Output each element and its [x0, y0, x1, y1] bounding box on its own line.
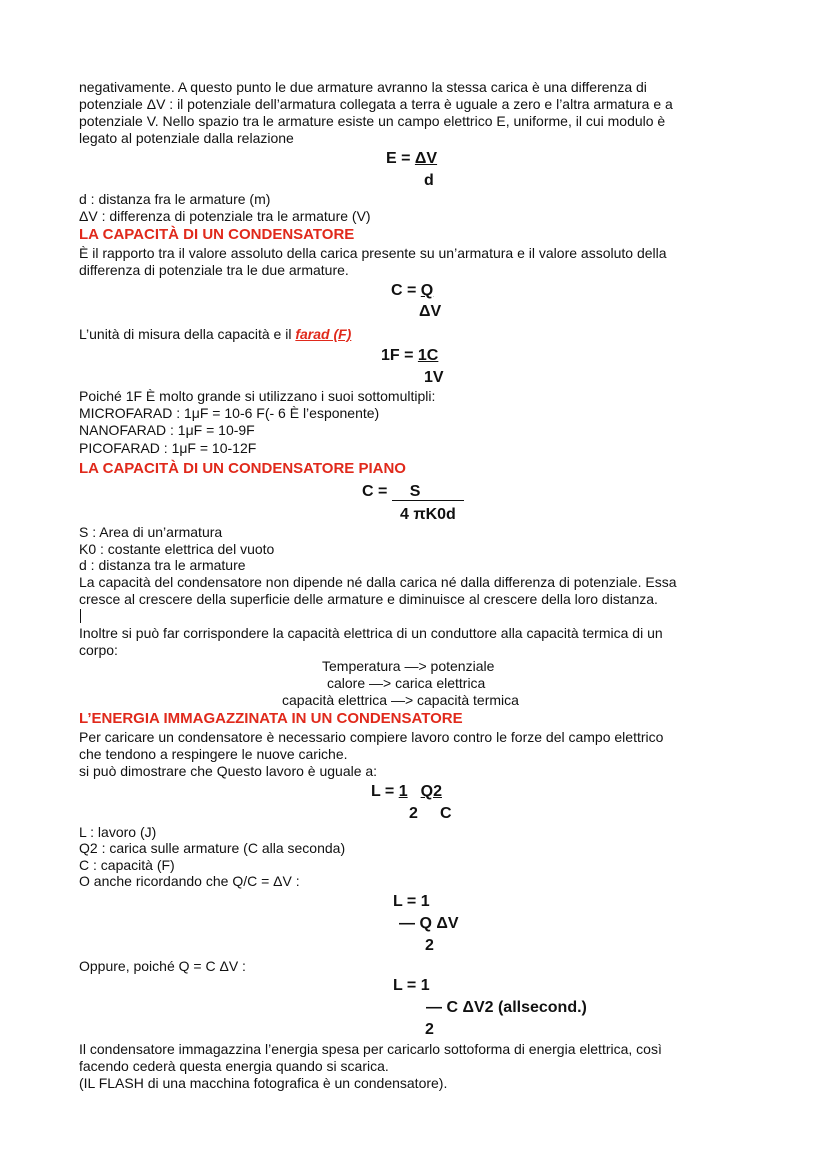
- analogy-line: capacità elettrica —> capacità termica: [282, 692, 519, 708]
- formula-line: L = 1: [393, 977, 430, 994]
- list-item: MICROFARAD : 1μF = 10-6 F(- 6 È l’esponente): [79, 405, 380, 421]
- definition-line: Q2 : carica sulle armature (C alla seconda): [79, 840, 346, 856]
- formula-work: [371, 782, 442, 802]
- paragraph-line: Il condensatore immagazzina l’energia spesa per caricarlo sottoforma di energia elettrica, così: [79, 1041, 662, 1057]
- formula-numerator: S: [392, 484, 464, 501]
- formula-lhs: E =: [386, 150, 415, 167]
- paragraph-line: Per caricare un condensatore è necessario compiere lavoro contro le forze del campo elettrico: [79, 729, 664, 745]
- farad-link[interactable]: farad (F): [295, 326, 352, 342]
- formula-numerator: Q: [420, 282, 434, 299]
- formula-numerator: 1C: [417, 347, 439, 364]
- section-heading: L’ENERGIA IMMAGAZZINATA IN UN CONDENSATORE: [79, 710, 463, 727]
- paragraph-line: facendo cederà questa energia quando si scarica.: [79, 1058, 389, 1074]
- paragraph-line: corpo:: [79, 642, 118, 658]
- farad-line: [79, 326, 351, 343]
- formula-electric-field: [386, 149, 437, 169]
- formula-denominator-2: C: [440, 805, 452, 822]
- paragraph-line: Oppure, poiché Q = C ΔV :: [79, 958, 246, 974]
- paragraph-line: legato al potenziale dalla relazione: [79, 130, 294, 146]
- definition-line: C : capacità (F): [79, 857, 175, 873]
- text-cursor: [80, 609, 81, 623]
- paragraph-line: La capacità del condensatore non dipende né dalla carica né dalla differenza di potenziale. Essa: [79, 574, 677, 590]
- paragraph-line: O anche ricordando che Q/C = ΔV :: [79, 873, 300, 889]
- formula-capacitance: [391, 281, 433, 301]
- definition-line: S : Area di un’armatura: [79, 524, 223, 540]
- formula-numerator-1: 1: [398, 783, 408, 800]
- paragraph-line: Poiché 1F È molto grande si utilizzano i suoi sottomultipli:: [79, 388, 436, 404]
- formula-lhs: 1F =: [381, 347, 418, 364]
- formula-numerator-2: Q2: [420, 783, 442, 800]
- formula-line: L = 1: [393, 893, 430, 910]
- definition-line: K0 : costante elettrica del vuoto: [79, 541, 275, 557]
- paragraph-line: cresce al crescere della superficie delle armature e diminuisce al crescere della loro distanza.: [79, 591, 658, 607]
- formula-numerator: ΔV: [414, 150, 438, 167]
- paragraph-line: che tendono a respingere le nuove cariche.: [79, 746, 348, 762]
- definition-line: L : lavoro (J): [79, 824, 157, 840]
- paragraph-line: negativamente. A questo punto le due armature avranno la stessa carica è una differenza di: [79, 79, 647, 95]
- formula-line: — C ΔV2 (allsecond.): [426, 999, 587, 1016]
- paragraph-line: potenziale ΔV : il potenziale dell’armatura collegata a terra è uguale a zero e l’altra armatura e a: [79, 96, 673, 112]
- formula-plate-capacitance: [362, 482, 464, 502]
- paragraph-line: È il rapporto tra il valore assoluto della carica presente su un’armatura e il valore assoluto della: [79, 245, 667, 261]
- formula-denominator: 4 πK0d: [400, 506, 456, 523]
- analogy-line: calore —> carica elettrica: [327, 675, 486, 691]
- section-heading: LA CAPACITÀ DI UN CONDENSATORE PIANO: [79, 460, 406, 477]
- formula-lhs: C =: [362, 483, 392, 500]
- formula-lhs: C =: [391, 282, 421, 299]
- formula-denominator: 1V: [424, 369, 444, 386]
- farad-prefix: L’unità di misura della capacità e il: [79, 326, 296, 342]
- formula-line: 2: [425, 1021, 434, 1038]
- paragraph-line: differenza di potenziale tra le due armature.: [79, 262, 349, 278]
- formula-denominator: d: [424, 172, 434, 189]
- paragraph-line: potenziale V. Nello spazio tra le armature esiste un campo elettrico E, uniforme, il cui modulo è: [79, 113, 666, 129]
- paragraph-line: si può dimostrare che Questo lavoro è uguale a:: [79, 763, 378, 779]
- paragraph-line: Inoltre si può far corrispondere la capacità elettrica di un conduttore alla capacità termica di un: [79, 625, 663, 641]
- formula-line: — Q ΔV: [399, 915, 459, 932]
- formula-denominator-1: 2: [409, 805, 418, 822]
- formula-lhs: L =: [371, 783, 399, 800]
- paragraph-line: (IL FLASH di una macchina fotografica è un condensatore).: [79, 1075, 448, 1091]
- definition-line: d : distanza tra le armature: [79, 557, 246, 573]
- analogy-line: Temperatura —> potenziale: [322, 658, 495, 674]
- formula-farad: [381, 346, 438, 366]
- list-item: PICOFARAD : 1μF = 10-12F: [79, 440, 257, 456]
- section-heading: LA CAPACITÀ DI UN CONDENSATORE: [79, 226, 355, 243]
- formula-line: 2: [425, 937, 434, 954]
- definition-line: d : distanza fra le armature (m): [79, 191, 271, 207]
- list-item: NANOFARAD : 1μF = 10-9F: [79, 422, 255, 438]
- definition-line: ΔV : differenza di potenziale tra le armature (V): [79, 208, 371, 224]
- formula-denominator: ΔV: [419, 303, 442, 320]
